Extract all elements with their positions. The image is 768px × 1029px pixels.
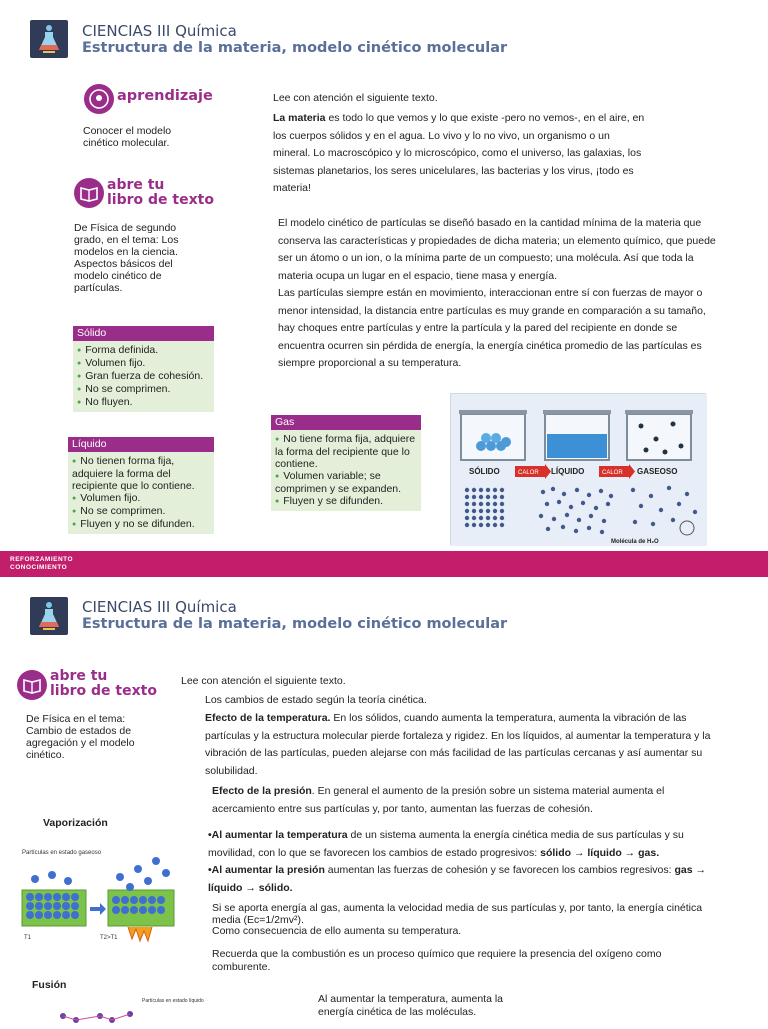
energia-text-1: Si se aporta energía al gas, aumenta la velocidad media de sus partículas y, por tanto, la energía cinética media (Ec=1/2mv²). xyxy=(212,902,703,926)
solido-item: ● Gran fuerza de cohesión. xyxy=(77,370,210,383)
bullet-temperatura xyxy=(208,827,708,862)
gas-title: Gas xyxy=(271,415,421,430)
pot-icon xyxy=(459,410,527,460)
vaporizacion-caption: Partículas en estado gaseoso xyxy=(22,850,102,856)
band-logo-line1: REFORZAMIENTO xyxy=(10,556,74,563)
molecula-label: Molécula de H₂O xyxy=(611,539,659,545)
gas-card xyxy=(271,415,421,511)
fusion-text: Al aumentar la temperatura, aumenta la energía cinética de las moléculas. xyxy=(318,993,504,1018)
intro-text: Lee con atención el siguiente texto. xyxy=(273,92,438,104)
liquido-card xyxy=(68,437,214,534)
states-diagram xyxy=(451,394,707,546)
libro-label-line2: libro de texto xyxy=(50,683,157,699)
flame-icon xyxy=(128,927,152,941)
temperatura-bold: Efecto de la temperatura. xyxy=(205,712,331,724)
subject-logo xyxy=(30,597,68,635)
subject-logo xyxy=(30,20,68,58)
materia-text: es todo lo que vemos y lo que existe -pero no vemos-, en el aire, en los cuerpos sólidos y en el agua. Lo vivo y lo no vivo, un organismo o un mineral. Lo macroscópico y lo microscópico, como el universo, las galaxias, los sistemas planetarios, los seres unicelulares, las bacterias y los virus, ¡todo es materia! xyxy=(273,112,645,195)
cambios-line: Los cambios de estado según la teoría cinética. xyxy=(205,694,427,706)
book-icon xyxy=(74,178,104,208)
head-gear-icon xyxy=(84,84,114,114)
fusion-figure xyxy=(30,994,204,1024)
solido-card xyxy=(73,326,214,412)
t1-label: T1 xyxy=(24,935,32,941)
libro-label-line1: abre tu xyxy=(50,668,108,684)
header-title: CIENCIAS III Química xyxy=(82,598,237,616)
bullet-presion-end: gas → líquido → sólido. xyxy=(208,864,706,894)
bullet-presion-text: aumentan las fuerzas de cohesión y se favorecen los cambios regresivos: xyxy=(324,864,675,876)
calor-label: CALOR xyxy=(602,470,623,476)
book-icon xyxy=(17,670,47,700)
paragraph-materia xyxy=(273,110,645,198)
states-illustration xyxy=(450,393,706,545)
liquido-title: Líquido xyxy=(68,437,214,452)
header-subtitle: Estructura de la materia, modelo cinético molecular xyxy=(82,616,508,632)
temperatura-text: En los sólidos, cuando aumenta la temperatura, aumenta la vibración de las partículas y la estructura molecular pierde fortaleza y rigidez. En los líquidos, al aumentar la temperatura y la vibración de las partículas, pueden alejarse con más facilidad de las partículas cercanas y así aumentar su solubilidad. xyxy=(205,712,711,777)
header-subtitle: Estructura de la materia, modelo cinético molecular xyxy=(82,40,508,56)
paragraph-combustion: Recuerda que la combustión es un proceso químico que requiere la presencia del oxígeno como comburente. xyxy=(212,948,662,973)
solido-item: ● Volumen fijo. xyxy=(77,357,210,370)
liquido-item: ● No tienen forma fija, adquiere la forma del recipiente que lo contiene. xyxy=(72,455,210,492)
paragraph-modelo: El modelo cinético de partículas se diseñó basado en la cantidad mínima de la materia que conserva las características y propiedades de dicha materia; un elemento químico, que puede ser un átomo o un ion, o la mínima parte de un compuesto; una molécula. Así que toda la materia ocupa un lugar en el espacio, tiene masa y energía. xyxy=(278,217,716,282)
solido-item: ● No fluyen. xyxy=(77,396,210,409)
calor-label: CALOR xyxy=(518,470,539,476)
materia-bold: La materia xyxy=(273,112,326,124)
aprendizaje-text: Conocer el modelo cinético molecular. xyxy=(83,125,172,149)
energia-text-2: Como consecuencia de ello aumenta su temperatura. xyxy=(212,925,462,937)
vaporizacion-figure xyxy=(20,845,182,945)
bullet-presion-bold: •Al aumentar la presión xyxy=(208,864,325,876)
liquido-item: ● Volumen fijo. xyxy=(72,492,210,505)
gaseoso-label: GASEOSO xyxy=(637,467,678,476)
solido-item: ● Forma definida. xyxy=(77,344,210,357)
paragraph-presion xyxy=(212,783,692,818)
pot-icon xyxy=(625,410,693,460)
vaporizacion-title: Vaporización xyxy=(43,817,108,829)
gas-item: ● Fluyen y se difunden. xyxy=(275,495,417,508)
pot-icon xyxy=(543,410,611,460)
liquido-label: LÍQUIDO xyxy=(551,467,585,476)
bullet-temperatura-text: de un sistema aumenta la energía cinética media de sus partículas y su movilidad, con lo que se favorecen los cambios de estado progresivos: xyxy=(208,829,684,859)
band-logo-line2: CONOCIMIENTO xyxy=(10,564,68,571)
aprendizaje-label: aprendizaje xyxy=(117,88,213,104)
flask-icon xyxy=(30,20,68,58)
paragraph-temperatura xyxy=(205,710,717,780)
solido-label: SÓLIDO xyxy=(469,467,500,476)
libro-label-line2: libro de texto xyxy=(107,192,214,208)
t2-label: T2>T1 xyxy=(100,935,118,941)
gas-item: ● Volumen variable; se comprimen y se expanden. xyxy=(275,470,417,495)
bullet-temperatura-bold: •Al aumentar la temperatura xyxy=(208,829,348,841)
paragraph-energia xyxy=(212,903,722,938)
intro-text: Lee con atención el siguiente texto. xyxy=(181,675,346,687)
solido-item: ● No se comprimen. xyxy=(77,383,210,396)
libro-text: De Física en el tema: Cambio de estados de agregación y el modelo cinético. xyxy=(26,713,135,761)
gas-item: ● No tiene forma fija, adquiere la forma del recipiente que lo contiene. xyxy=(275,433,417,470)
band-logo xyxy=(10,556,73,572)
presion-bold: Efecto de la presión xyxy=(212,785,312,797)
bullet-temperatura-end: sólido → líquido → gas. xyxy=(540,846,660,859)
liquido-item: ● No se comprimen. xyxy=(72,505,210,518)
bullet-presion xyxy=(208,862,718,897)
flask-icon xyxy=(30,597,68,635)
presion-text: . En general el aumento de la presión sobre un sistema material aumenta el acercamiento entre sus partículas y, por tanto, aumentan las fuerzas de cohesión. xyxy=(212,785,665,815)
paragraph-particulas: Las partículas siempre están en movimiento, interaccionan entre sí con fuerzas de mayor o menor intensidad, la distancia entre partículas es muy grande en comparación a su tamaño, hay choques entre partículas y entre la partícula y la pared del recipiente en donde se encuentra ocurren sin pérdida de energía, la energía cinética promedio de las partículas es siempre proporcional a su temperatura. xyxy=(278,287,706,370)
fusion-title: Fusión xyxy=(32,979,67,991)
arrow-right-icon xyxy=(90,903,106,915)
solido-title: Sólido xyxy=(73,326,214,341)
liquido-item: ● Fluyen y no se difunden. xyxy=(72,518,210,531)
header-title: CIENCIAS III Química xyxy=(82,22,237,40)
fusion-caption: Partículas en estado líquido xyxy=(142,998,204,1004)
libro-text: De Física de segundo grado, en el tema: Los modelos en la ciencia. Aspectos básicos del modelo cinético de partículas. xyxy=(74,222,179,294)
libro-label-line1: abre tu xyxy=(107,177,165,193)
section-band xyxy=(0,551,768,577)
